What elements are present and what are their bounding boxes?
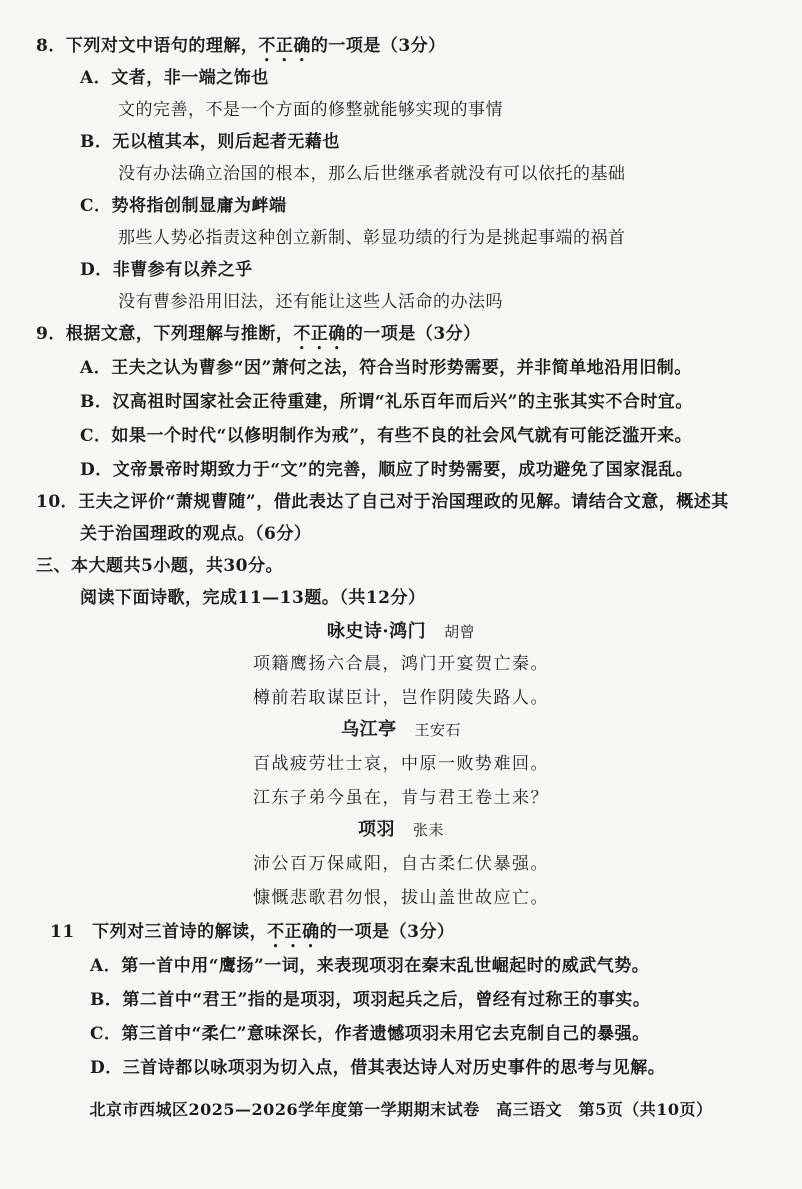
q8-stem-score: 的一项是（3分） xyxy=(310,36,446,56)
q9-option-b: B．汉高祖时国家社会正待重建，所谓“礼乐百年而后兴”的主张其实不合时宜。 xyxy=(80,392,693,412)
poem-2-line-2: 江东子弟今虽在，肯与君王卷土来？ xyxy=(253,788,549,808)
q8-stem-emphasis: 不正确 xyxy=(258,36,311,56)
q11-stem-score: 的一项是（3分） xyxy=(319,922,455,942)
section-3-instruction: 阅读下面诗歌，完成11—13题。（共12分） xyxy=(80,588,426,608)
poem-2-header xyxy=(0,718,802,742)
q8-stem xyxy=(36,34,446,66)
q8-option-a: A．文者，非一端之饰也 xyxy=(80,68,269,88)
q8-option-b-explain: 没有办法确立治国的根本，那么后世继承者就没有可以依托的基础 xyxy=(118,164,626,184)
poem-1-header xyxy=(0,620,802,644)
q8-option-c: C．势将指创制显庸为衅端 xyxy=(80,196,287,216)
poem-3-author: 张耒 xyxy=(412,821,444,839)
poem-2-title: 乌江亭 xyxy=(340,719,397,740)
q10-line-1: 10．王夫之评价“萧规曹随”，借此表达了自己对于治国理政的见解。请结合文意，概述其 xyxy=(36,492,729,512)
poem-1-title: 咏史诗·鸿门 xyxy=(326,621,427,642)
poem-1-author: 胡曾 xyxy=(444,623,476,641)
section-3-heading: 三、本大题共5小题，共30分。 xyxy=(36,556,283,576)
poem-1-line-1: 项籍鹰扬六合晨，鸿门开宴贺亡秦。 xyxy=(253,654,549,674)
q8-option-d-explain: 没有曹参沿用旧法，还有能让这些人活命的办法吗 xyxy=(118,292,503,312)
poem-2-line-1: 百战疲劳壮士哀，中原一败势难回。 xyxy=(253,754,549,774)
q8-option-a-explain: 文的完善，不是一个方面的修整就能够实现的事情 xyxy=(118,100,503,120)
q11-option-d: D．三首诗都以咏项羽为切入点，借其表达诗人对历史事件的思考与见解。 xyxy=(90,1058,666,1078)
q9-option-a: A．王夫之认为曹参“因”萧何之法，符合当时形势需要，并非简单地沿用旧制。 xyxy=(80,358,692,378)
q9-option-c: C．如果一个时代“以修明制作为戒”，有些不良的社会风气就有可能泛滥开来。 xyxy=(80,426,693,446)
q11-stem-text: 11 下列对三首诗的解读， xyxy=(50,922,268,942)
q9-option-d: D．文帝景帝时期致力于“文”的完善，顺应了时势需要，成功避免了国家混乱。 xyxy=(80,460,694,480)
poem-3-line-1: 沛公百万保咸阳，自古柔仁伏暴强。 xyxy=(253,854,549,874)
q9-stem-text: 9．根据文意，下列理解与推断， xyxy=(36,324,294,344)
q9-stem-emphasis: 不正确 xyxy=(293,324,346,344)
poem-3-title: 项羽 xyxy=(357,819,395,840)
q9-stem xyxy=(36,322,481,354)
poem-3-header xyxy=(0,818,802,842)
q9-stem-score: 的一项是（3分） xyxy=(345,324,481,344)
q11-option-c: C．第三首中“柔仁”意味深长，作者遗憾项羽未用它去克制自己的暴强。 xyxy=(90,1024,650,1044)
poem-1-line-2: 樽前若取谋臣计，岂作阴陵失路人。 xyxy=(253,688,549,708)
q8-option-c-explain: 那些人势必指责这种创立新制、彰显功绩的行为是挑起事端的祸首 xyxy=(118,228,626,248)
page-footer: 北京市西城区2025—2026学年度第一学期期末试卷 高三语文 第5页（共10页） xyxy=(89,1100,713,1119)
q11-stem-emphasis: 不正确 xyxy=(267,922,320,942)
q11-option-a: A．第一首中用“鹰扬”一词，来表现项羽在秦末乱世崛起时的威武气势。 xyxy=(90,956,650,976)
q8-option-b: B．无以植其本，则后起者无藉也 xyxy=(80,132,340,152)
q10-line-2: 关于治国理政的观点。（6分） xyxy=(80,524,312,544)
q8-option-d: D．非曹参有以养之乎 xyxy=(80,260,253,280)
poem-2-author: 王安石 xyxy=(414,721,461,739)
q11-stem xyxy=(50,920,455,952)
q11-option-b: B．第二首中“君王”指的是项羽，项羽起兵之后，曾经有过称王的事实。 xyxy=(90,990,651,1010)
q8-stem-text: 8．下列对文中语句的理解， xyxy=(36,36,259,56)
poem-3-line-2: 慷慨悲歌君勿恨，拔山盖世故应亡。 xyxy=(253,888,549,908)
